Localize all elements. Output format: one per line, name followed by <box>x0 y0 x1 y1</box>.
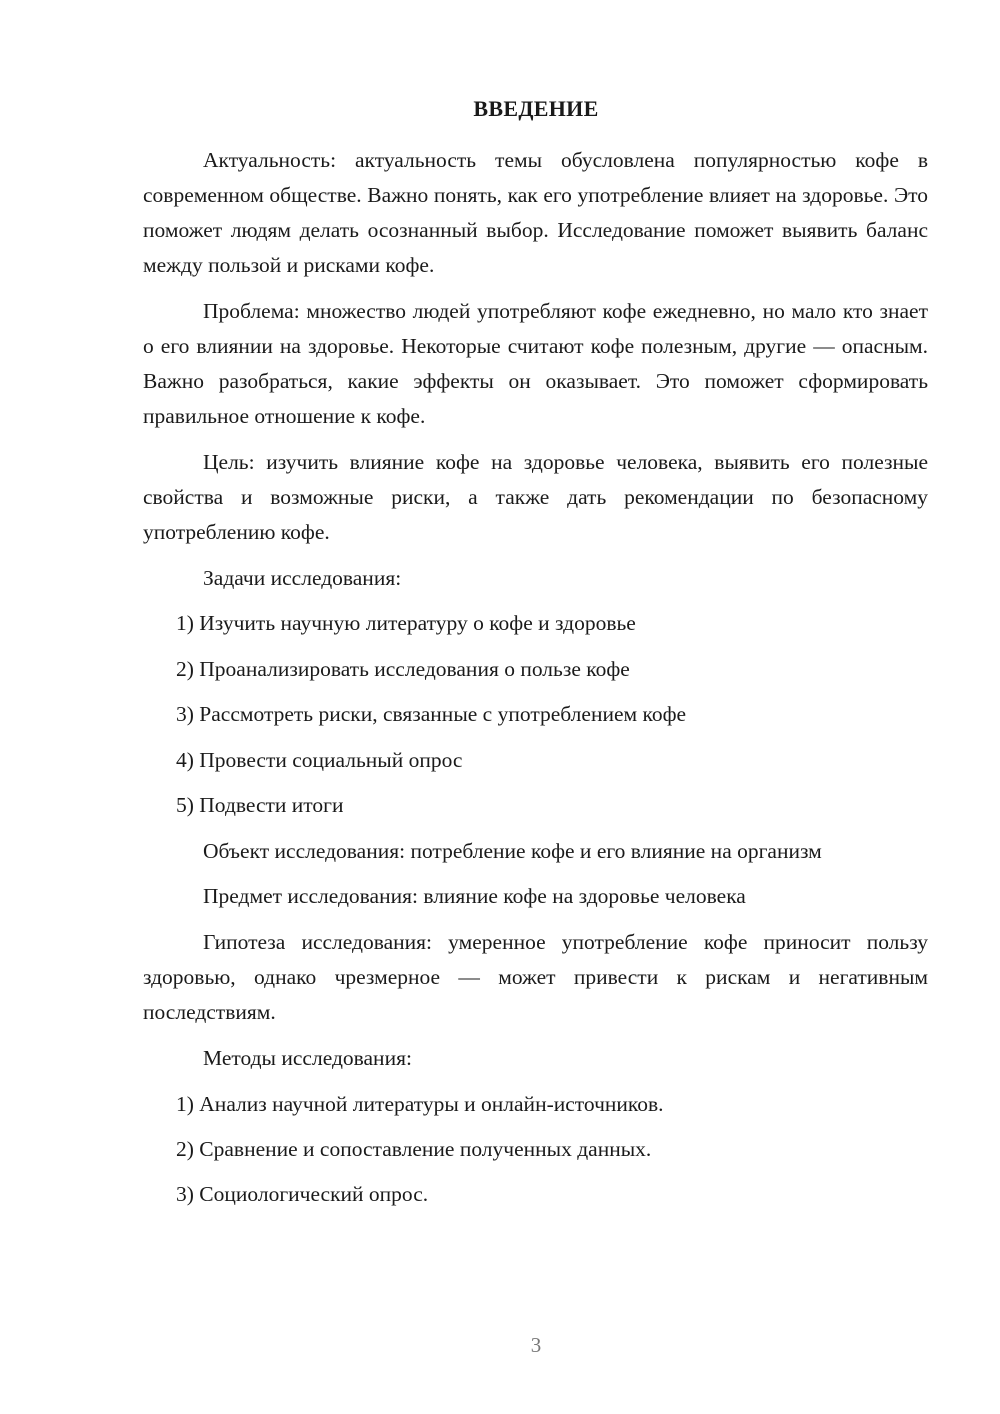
paragraph-relevance: Актуальность: актуальность темы обусловлена популярностью кофе в современном обществе. Важно понять, как его употребление влияет на здоровье. Это поможет людям делать осознанный выбор. Исследование поможет выявить баланс между пользой и рисками кофе. <box>143 148 928 277</box>
methods-heading-block <box>143 1041 928 1076</box>
paragraph-problem: Проблема: множество людей употребляют кофе ежедневно, но мало кто знает о его влиянии на здоровье. Некоторые считают кофе полезным, другие — опасным. Важно разобраться, какие эффекты он оказывает. Это поможет сформировать правильное отношение к кофе. <box>143 299 928 428</box>
method-list-item <box>143 1087 928 1122</box>
goal-block <box>143 445 928 550</box>
research-object: Объект исследования: потребление кофе и его влияние на организм <box>203 839 822 863</box>
tasks-heading-block <box>143 561 928 596</box>
task-list-item <box>143 606 928 641</box>
hypothesis-block <box>143 925 928 1030</box>
tasks-heading: Задачи исследования: <box>203 566 402 590</box>
task-list-item <box>143 652 928 687</box>
method-item-2: 2) Сравнение и сопоставление полученных данных. <box>176 1137 652 1161</box>
page-number: 3 <box>530 1333 542 1357</box>
object-block <box>143 834 928 869</box>
task-item-1: 1) Изучить научную литературу о кофе и здоровье <box>176 611 636 635</box>
task-list-item <box>143 743 928 778</box>
task-list-item <box>143 697 928 732</box>
task-item-4: 4) Провести социальный опрос <box>176 748 463 772</box>
task-item-3: 3) Рассмотреть риски, связанные с употреблением кофе <box>176 702 687 726</box>
task-list-item <box>143 788 928 823</box>
relevance-block <box>143 143 928 283</box>
paragraph-goal: Цель: изучить влияние кофе на здоровье человека, выявить его полезные свойства и возможные риски, а также дать рекомендации по безопасному употреблению кофе. <box>143 450 928 544</box>
method-item-1: 1) Анализ научной литературы и онлайн-источников. <box>176 1092 664 1116</box>
subject-block <box>143 879 928 914</box>
research-subject: Предмет исследования: влияние кофе на здоровье человека <box>203 884 746 908</box>
task-item-2: 2) Проанализировать исследования о пользе кофе <box>176 657 630 681</box>
problem-block <box>143 294 928 434</box>
methods-heading: Методы исследования: <box>203 1046 412 1070</box>
page-title: ВВЕДЕНИЕ <box>473 96 599 121</box>
method-list-item <box>143 1132 928 1167</box>
task-item-5: 5) Подвести итоги <box>176 793 344 817</box>
method-item-3: 3) Социологический опрос. <box>176 1182 429 1206</box>
research-hypothesis: Гипотеза исследования: умеренное употребление кофе приносит пользу здоровью, однако чрезмерное — может привести к рискам и негативным последствиям. <box>143 930 928 1024</box>
method-list-item <box>143 1177 928 1212</box>
